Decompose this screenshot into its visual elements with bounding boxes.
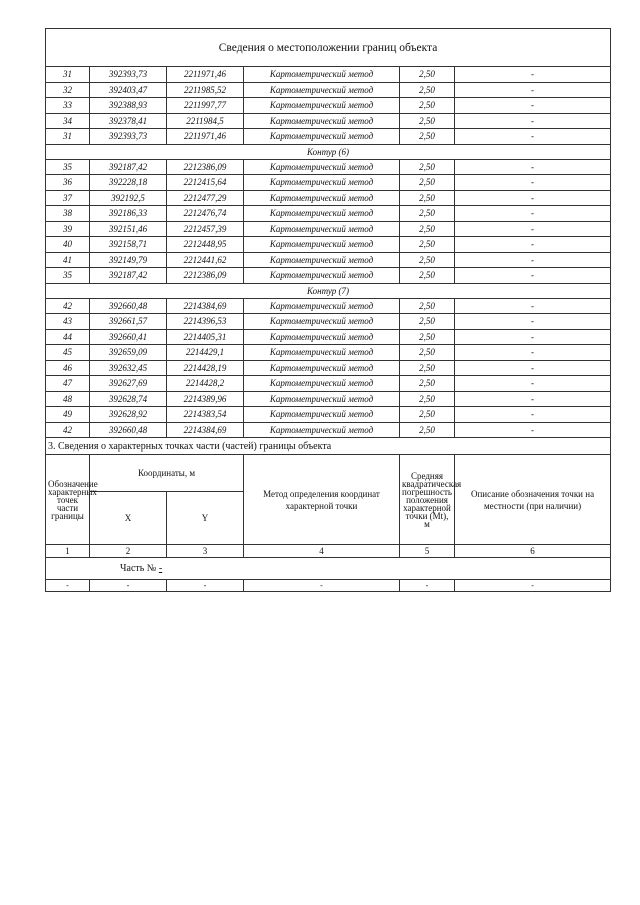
coord-x: 392151,46 bbox=[90, 221, 167, 237]
contour-label: Контур (6) bbox=[46, 144, 611, 159]
coord-x: 392660,48 bbox=[90, 422, 167, 438]
header-point: Обозначение характерных точек части границы bbox=[46, 455, 90, 545]
point-number: 34 bbox=[46, 113, 90, 129]
coord-x: 392660,41 bbox=[90, 329, 167, 345]
table-row bbox=[46, 422, 611, 438]
method-cell: Картометрический метод bbox=[244, 129, 400, 145]
point-number: 40 bbox=[46, 237, 90, 253]
table-row bbox=[46, 98, 611, 114]
empty-cell: - bbox=[90, 580, 167, 592]
mt-cell: 2,50 bbox=[400, 252, 455, 268]
boundary-table bbox=[45, 28, 611, 438]
mt-cell: 2,50 bbox=[400, 206, 455, 222]
method-cell: Картометрический метод bbox=[244, 82, 400, 98]
method-cell: Картометрический метод bbox=[244, 190, 400, 206]
coord-y: 2212386,09 bbox=[167, 268, 244, 284]
coord-y: 2214384,69 bbox=[167, 298, 244, 314]
coord-x: 392627,69 bbox=[90, 376, 167, 392]
coord-x: 392393,73 bbox=[90, 129, 167, 145]
header-mt: Средняя квадратическая погрешность положения характерной точки (Mt), м bbox=[400, 455, 455, 545]
desc-cell: - bbox=[455, 422, 611, 438]
coord-x: 392187,42 bbox=[90, 159, 167, 175]
coord-x: 392388,93 bbox=[90, 98, 167, 114]
section-heading: 3. Сведения о характерных точках части (частей) границы объекта bbox=[46, 438, 611, 455]
coord-y: 2211985,52 bbox=[167, 82, 244, 98]
table-title: Сведения о местоположении границ объекта bbox=[46, 29, 611, 67]
point-number: 46 bbox=[46, 360, 90, 376]
mt-cell: 2,50 bbox=[400, 237, 455, 253]
mt-cell: 2,50 bbox=[400, 190, 455, 206]
desc-cell: - bbox=[455, 329, 611, 345]
desc-cell: - bbox=[455, 237, 611, 253]
point-number: 44 bbox=[46, 329, 90, 345]
coord-y: 2211971,46 bbox=[167, 129, 244, 145]
coord-y: 2214428,19 bbox=[167, 360, 244, 376]
table-row bbox=[46, 82, 611, 98]
desc-cell: - bbox=[455, 159, 611, 175]
mt-cell: 2,50 bbox=[400, 314, 455, 330]
empty-cell: - bbox=[244, 580, 400, 592]
coord-x: 392628,74 bbox=[90, 391, 167, 407]
coord-x: 392192,5 bbox=[90, 190, 167, 206]
desc-cell: - bbox=[455, 82, 611, 98]
table-row bbox=[46, 298, 611, 314]
method-cell: Картометрический метод bbox=[244, 376, 400, 392]
method-cell: Картометрический метод bbox=[244, 360, 400, 376]
mt-cell: 2,50 bbox=[400, 422, 455, 438]
part-value: - bbox=[158, 563, 163, 574]
coord-y: 2212415,64 bbox=[167, 175, 244, 191]
method-cell: Картометрический метод bbox=[244, 252, 400, 268]
section-heading-row bbox=[46, 438, 611, 455]
desc-cell: - bbox=[455, 206, 611, 222]
col-number: 6 bbox=[455, 545, 611, 558]
header-row-1 bbox=[46, 455, 611, 492]
coord-x: 392403,47 bbox=[90, 82, 167, 98]
point-number: 41 bbox=[46, 252, 90, 268]
method-cell: Картометрический метод bbox=[244, 113, 400, 129]
col-number: 1 bbox=[46, 545, 90, 558]
table-title-row bbox=[46, 29, 611, 67]
method-cell: Картометрический метод bbox=[244, 206, 400, 222]
col-number: 5 bbox=[400, 545, 455, 558]
mt-cell: 2,50 bbox=[400, 391, 455, 407]
coord-x: 392378,41 bbox=[90, 113, 167, 129]
mt-cell: 2,50 bbox=[400, 221, 455, 237]
header-desc: Описание обозначения точки на местности (при наличии) bbox=[455, 455, 611, 545]
table-row bbox=[46, 376, 611, 392]
contour-row bbox=[46, 283, 611, 298]
desc-cell: - bbox=[455, 268, 611, 284]
method-cell: Картометрический метод bbox=[244, 345, 400, 361]
table-row bbox=[46, 345, 611, 361]
table-row bbox=[46, 175, 611, 191]
mt-cell: 2,50 bbox=[400, 175, 455, 191]
mt-cell: 2,50 bbox=[400, 82, 455, 98]
coord-x: 392661,57 bbox=[90, 314, 167, 330]
desc-cell: - bbox=[455, 407, 611, 423]
point-number: 47 bbox=[46, 376, 90, 392]
table-row bbox=[46, 314, 611, 330]
coord-y: 2212441,62 bbox=[167, 252, 244, 268]
empty-cell: - bbox=[46, 580, 90, 592]
coord-y: 2214405,31 bbox=[167, 329, 244, 345]
desc-cell: - bbox=[455, 391, 611, 407]
method-cell: Картометрический метод bbox=[244, 391, 400, 407]
coord-y: 2214429,1 bbox=[167, 345, 244, 361]
parts-table bbox=[45, 438, 611, 592]
mt-cell: 2,50 bbox=[400, 129, 455, 145]
point-number: 43 bbox=[46, 314, 90, 330]
table-row bbox=[46, 329, 611, 345]
mt-cell: 2,50 bbox=[400, 298, 455, 314]
mt-cell: 2,50 bbox=[400, 113, 455, 129]
mt-cell: 2,50 bbox=[400, 407, 455, 423]
coord-x: 392393,73 bbox=[90, 67, 167, 83]
coord-y: 2214428,2 bbox=[167, 376, 244, 392]
point-number: 39 bbox=[46, 221, 90, 237]
point-number: 49 bbox=[46, 407, 90, 423]
point-number: 45 bbox=[46, 345, 90, 361]
coord-y: 2214384,69 bbox=[167, 422, 244, 438]
header-y: Y bbox=[167, 492, 244, 545]
coord-y: 2212386,09 bbox=[167, 159, 244, 175]
desc-cell: - bbox=[455, 129, 611, 145]
method-cell: Картометрический метод bbox=[244, 237, 400, 253]
method-cell: Картометрический метод bbox=[244, 422, 400, 438]
desc-cell: - bbox=[455, 298, 611, 314]
point-number: 31 bbox=[46, 129, 90, 145]
coord-x: 392632,45 bbox=[90, 360, 167, 376]
method-cell: Картометрический метод bbox=[244, 98, 400, 114]
desc-cell: - bbox=[455, 360, 611, 376]
point-number: 42 bbox=[46, 422, 90, 438]
method-cell: Картометрический метод bbox=[244, 159, 400, 175]
table-row bbox=[46, 252, 611, 268]
mt-cell: 2,50 bbox=[400, 98, 455, 114]
point-number: 33 bbox=[46, 98, 90, 114]
coord-y: 2211997,77 bbox=[167, 98, 244, 114]
desc-cell: - bbox=[455, 221, 611, 237]
coord-y: 2212448,95 bbox=[167, 237, 244, 253]
mt-cell: 2,50 bbox=[400, 268, 455, 284]
point-number: 38 bbox=[46, 206, 90, 222]
table-row bbox=[46, 190, 611, 206]
point-number: 37 bbox=[46, 190, 90, 206]
part-cell bbox=[46, 558, 611, 580]
document-sheet bbox=[45, 28, 610, 592]
header-coords: Координаты, м bbox=[90, 455, 244, 492]
coord-y: 2211984,5 bbox=[167, 113, 244, 129]
desc-cell: - bbox=[455, 190, 611, 206]
col-number: 2 bbox=[90, 545, 167, 558]
mt-cell: 2,50 bbox=[400, 329, 455, 345]
coord-y: 2214389,96 bbox=[167, 391, 244, 407]
table-row bbox=[46, 407, 611, 423]
column-numbers-row bbox=[46, 545, 611, 558]
coord-x: 392149,79 bbox=[90, 252, 167, 268]
mt-cell: 2,50 bbox=[400, 376, 455, 392]
table-row bbox=[46, 391, 611, 407]
mt-cell: 2,50 bbox=[400, 67, 455, 83]
method-cell: Картометрический метод bbox=[244, 268, 400, 284]
desc-cell: - bbox=[455, 376, 611, 392]
point-number: 36 bbox=[46, 175, 90, 191]
coord-x: 392659,09 bbox=[90, 345, 167, 361]
desc-cell: - bbox=[455, 314, 611, 330]
coord-y: 2212477,29 bbox=[167, 190, 244, 206]
mt-cell: 2,50 bbox=[400, 360, 455, 376]
table-row bbox=[46, 268, 611, 284]
table-row bbox=[46, 360, 611, 376]
empty-row bbox=[46, 580, 611, 592]
empty-cell: - bbox=[455, 580, 611, 592]
mt-cell: 2,50 bbox=[400, 345, 455, 361]
table-row bbox=[46, 129, 611, 145]
desc-cell: - bbox=[455, 67, 611, 83]
coord-x: 392186,33 bbox=[90, 206, 167, 222]
coord-y: 2212457,39 bbox=[167, 221, 244, 237]
coord-x: 392228,18 bbox=[90, 175, 167, 191]
point-number: 32 bbox=[46, 82, 90, 98]
point-number: 31 bbox=[46, 67, 90, 83]
table-row bbox=[46, 159, 611, 175]
header-x: X bbox=[90, 492, 167, 545]
table-row bbox=[46, 221, 611, 237]
method-cell: Картометрический метод bbox=[244, 221, 400, 237]
col-number: 4 bbox=[244, 545, 400, 558]
method-cell: Картометрический метод bbox=[244, 175, 400, 191]
coord-x: 392660,48 bbox=[90, 298, 167, 314]
method-cell: Картометрический метод bbox=[244, 298, 400, 314]
method-cell: Картометрический метод bbox=[244, 407, 400, 423]
coord-x: 392158,71 bbox=[90, 237, 167, 253]
empty-cell: - bbox=[167, 580, 244, 592]
desc-cell: - bbox=[455, 252, 611, 268]
table-row bbox=[46, 206, 611, 222]
method-cell: Картометрический метод bbox=[244, 329, 400, 345]
desc-cell: - bbox=[455, 175, 611, 191]
desc-cell: - bbox=[455, 113, 611, 129]
method-cell: Картометрический метод bbox=[244, 67, 400, 83]
part-label: Часть № bbox=[120, 563, 157, 574]
table-row bbox=[46, 237, 611, 253]
coord-y: 2211971,46 bbox=[167, 67, 244, 83]
point-number: 35 bbox=[46, 159, 90, 175]
coord-y: 2214383,54 bbox=[167, 407, 244, 423]
point-number: 42 bbox=[46, 298, 90, 314]
col-number: 3 bbox=[167, 545, 244, 558]
table-row bbox=[46, 113, 611, 129]
coord-y: 2212476,74 bbox=[167, 206, 244, 222]
mt-cell: 2,50 bbox=[400, 159, 455, 175]
contour-row bbox=[46, 144, 611, 159]
point-number: 48 bbox=[46, 391, 90, 407]
contour-label: Контур (7) bbox=[46, 283, 611, 298]
coord-x: 392628,92 bbox=[90, 407, 167, 423]
table-row bbox=[46, 67, 611, 83]
coord-x: 392187,42 bbox=[90, 268, 167, 284]
method-cell: Картометрический метод bbox=[244, 314, 400, 330]
coord-y: 2214396,53 bbox=[167, 314, 244, 330]
desc-cell: - bbox=[455, 345, 611, 361]
desc-cell: - bbox=[455, 98, 611, 114]
point-number: 35 bbox=[46, 268, 90, 284]
header-method: Метод определения координат характерной точки bbox=[244, 455, 400, 545]
part-row bbox=[46, 558, 611, 580]
empty-cell: - bbox=[400, 580, 455, 592]
